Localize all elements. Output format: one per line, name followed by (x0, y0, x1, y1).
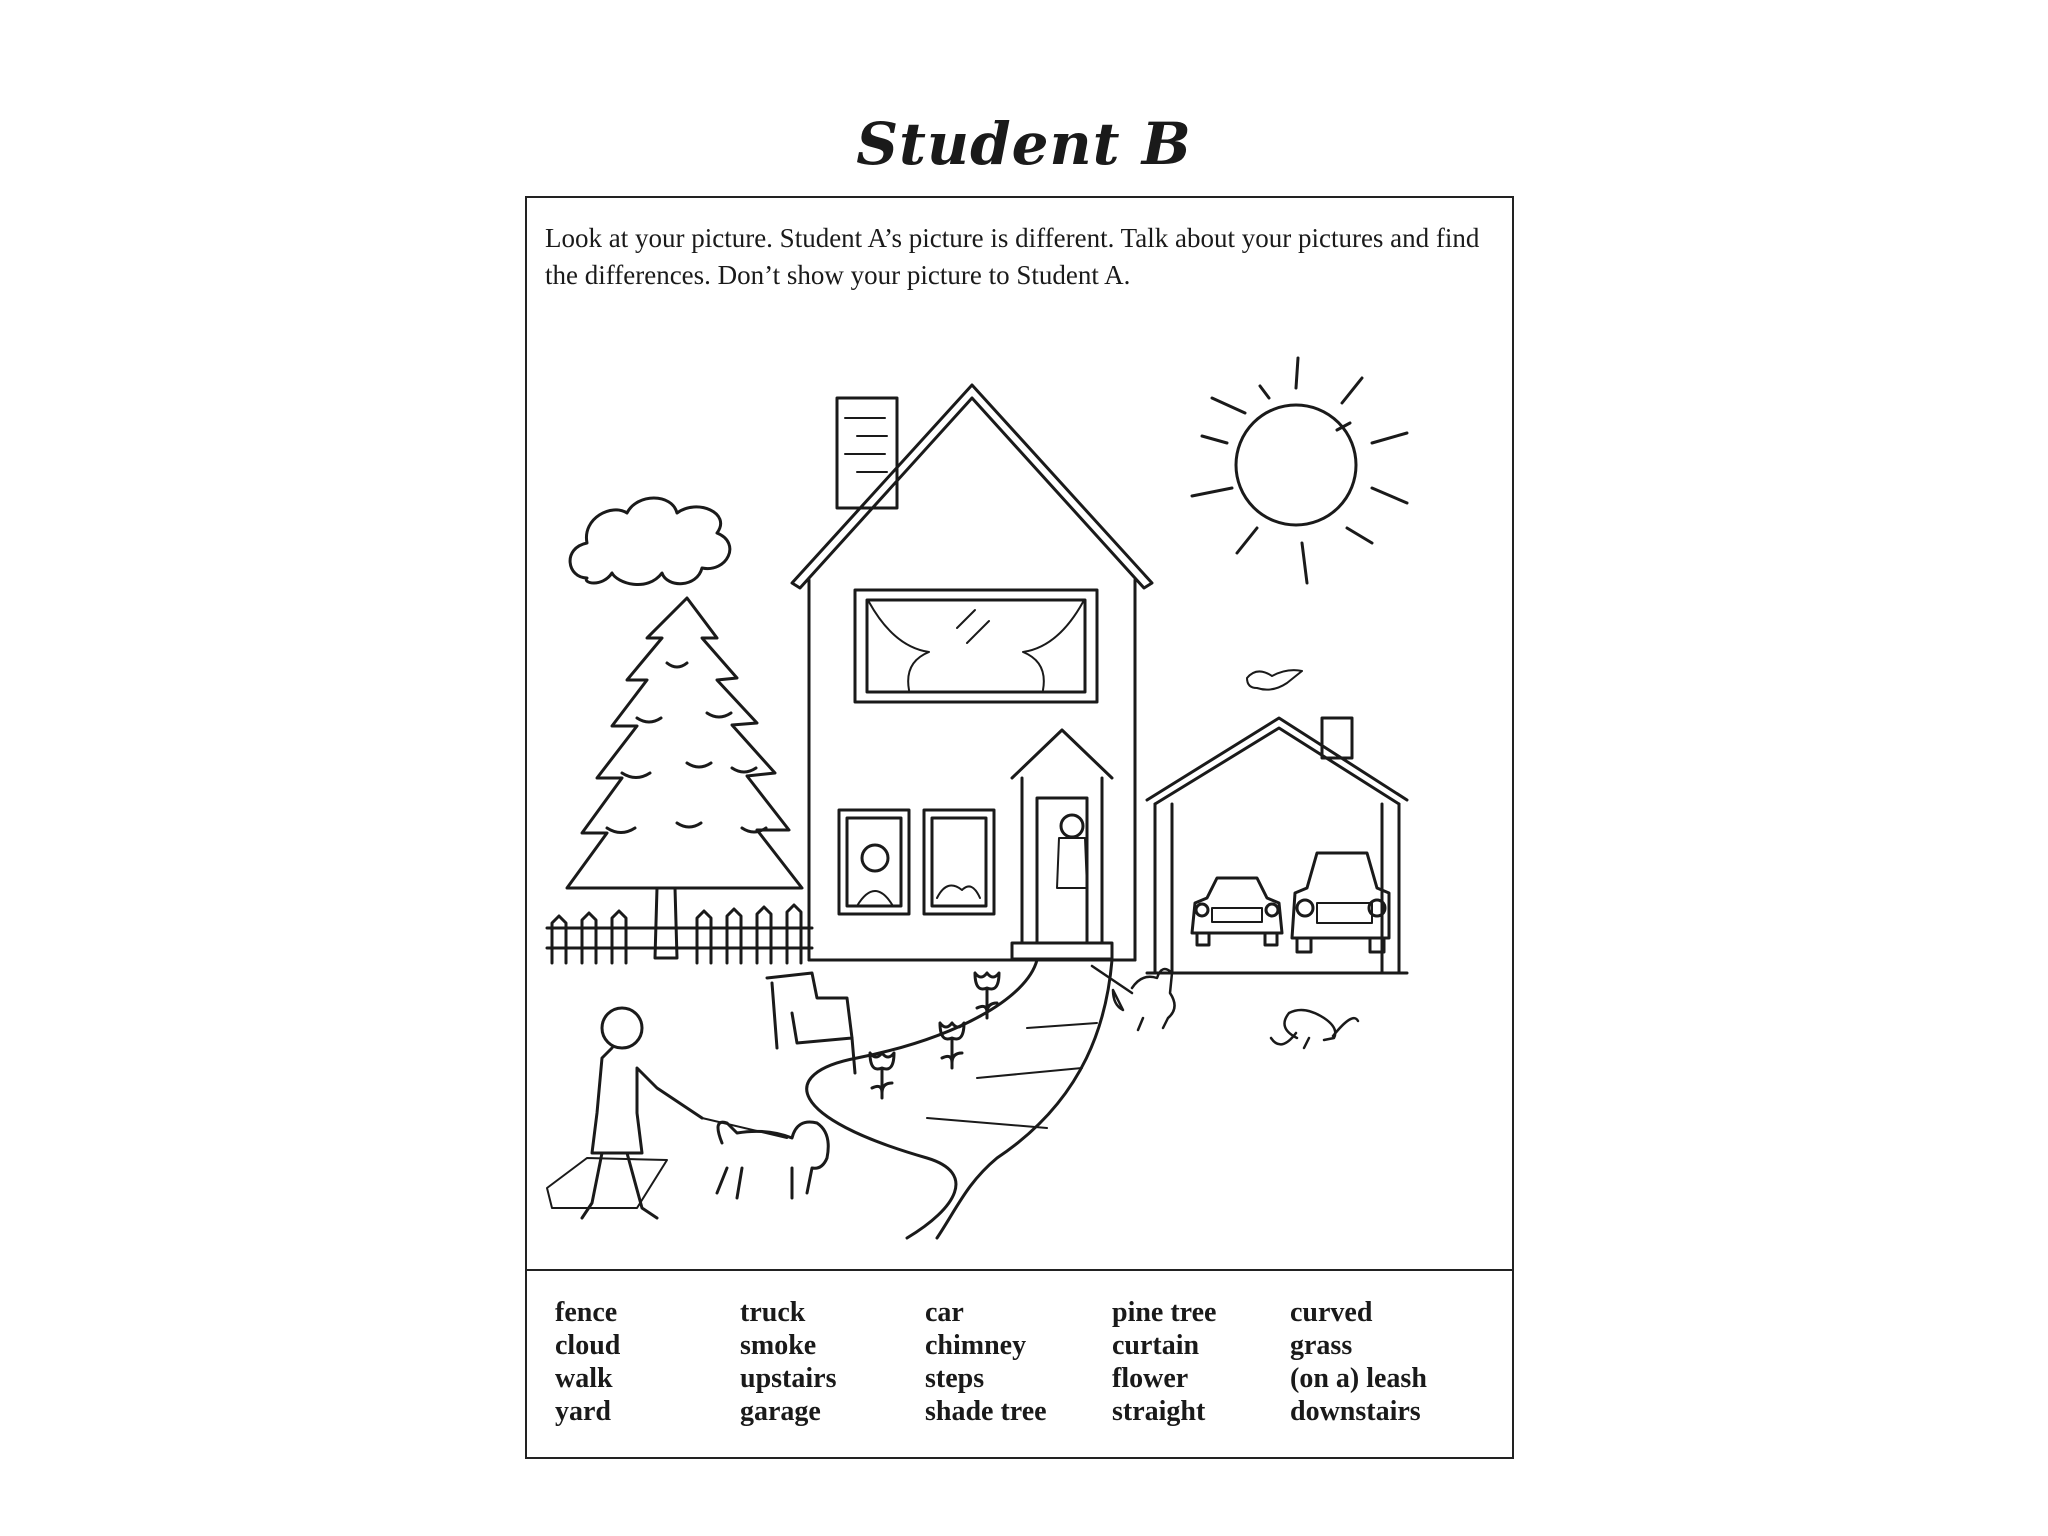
word-item: chimney (925, 1330, 1027, 1361)
word-item: curtain (1112, 1330, 1200, 1361)
word-item: garage (740, 1396, 821, 1427)
word-item: pine tree (1112, 1297, 1217, 1328)
house-icon (792, 385, 1152, 960)
instructions-text: Look at your picture. Student A’s picture is different. Talk about your pictures and find the differences. Don’t show your picture to Student A. (545, 223, 1480, 290)
word-item: steps (925, 1363, 985, 1394)
steps-icon (1012, 943, 1112, 959)
garage-icon (1147, 670, 1407, 973)
word-item: curved (1290, 1297, 1373, 1328)
woman-walking-dog-icon (582, 1008, 828, 1218)
truck-icon (1292, 853, 1389, 952)
word-item: straight (1112, 1396, 1206, 1427)
word-bank-column-1 (555, 1296, 620, 1428)
page-title: Student B (856, 110, 1192, 178)
word-bank-column-4 (1112, 1296, 1216, 1428)
word-item: walk (555, 1363, 613, 1394)
word-item: grass (1290, 1330, 1353, 1361)
word-item: truck (740, 1297, 806, 1328)
word-item: shade tree (925, 1396, 1047, 1427)
word-item: (on a) leash (1290, 1363, 1427, 1394)
cloud-icon (570, 498, 730, 585)
word-item: fence (555, 1297, 618, 1328)
fence-icon (547, 905, 812, 963)
section-divider (527, 1269, 1512, 1271)
upstairs-window (855, 590, 1097, 702)
word-item: yard (555, 1396, 611, 1427)
word-item: cloud (555, 1330, 621, 1361)
pine-tree-icon (567, 598, 802, 958)
chair-icon (767, 973, 855, 1073)
word-bank-column-3 (925, 1296, 1047, 1428)
worksheet-frame (525, 196, 1514, 1459)
sun-icon (1192, 358, 1407, 583)
word-bank (555, 1296, 1505, 1446)
small-dog-icon (1092, 966, 1175, 1030)
word-item: upstairs (740, 1363, 837, 1394)
car-icon (1192, 878, 1282, 945)
word-bank-column-2 (740, 1296, 836, 1428)
word-bank-column-5 (1290, 1296, 1427, 1428)
word-item: smoke (740, 1330, 817, 1361)
word-item: flower (1112, 1363, 1189, 1394)
house-scene-illustration (527, 198, 1512, 1268)
word-item: car (925, 1297, 964, 1328)
walk-icon (547, 960, 1112, 1238)
word-item: downstairs (1290, 1396, 1421, 1427)
mouse-icon (1271, 1010, 1358, 1048)
